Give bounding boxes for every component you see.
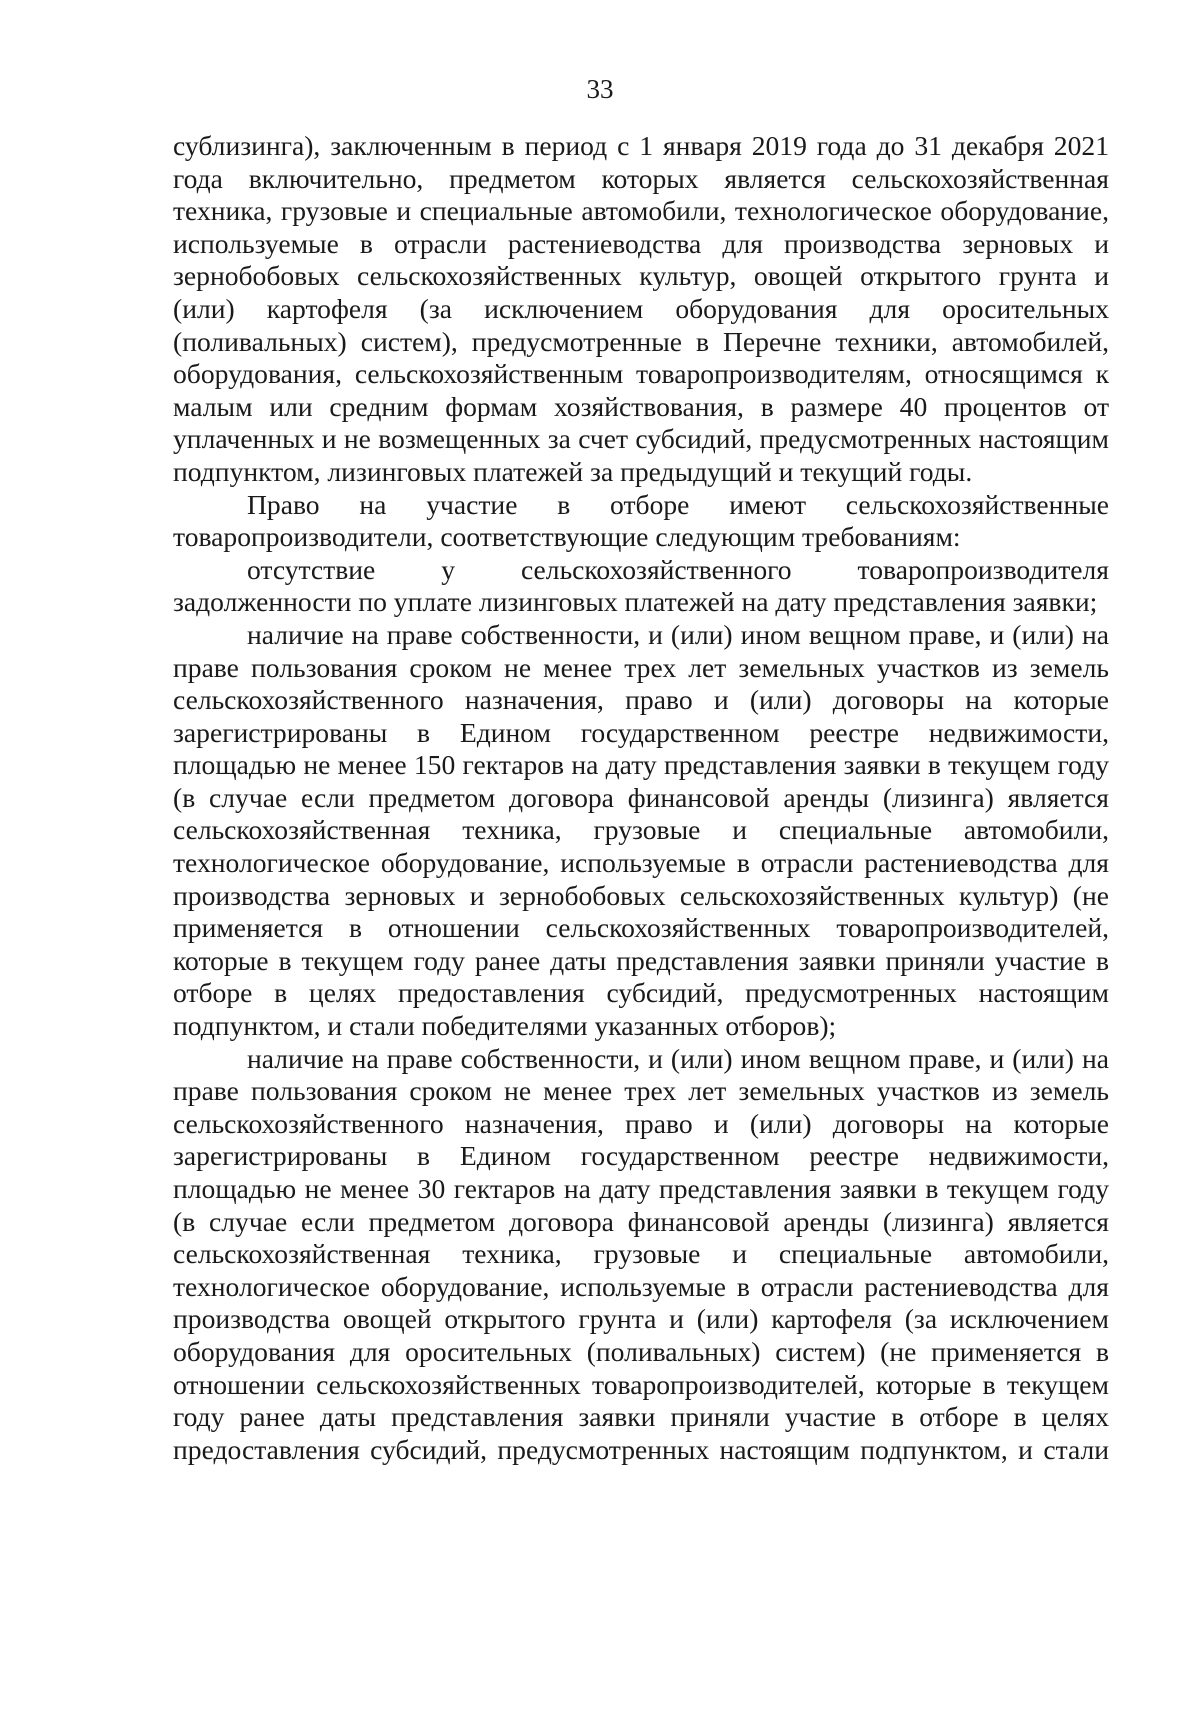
page-number: 33 xyxy=(586,74,614,104)
document-body xyxy=(173,130,1109,1466)
paragraph-right-to-participate: Право на участие в отборе имеют сельскохозяйственные товаропроизводители, соответствующие следующим требованиям: xyxy=(173,488,1109,553)
paragraph-continuation: сублизинга), заключенным в период с 1 января 2019 года до 31 декабря 2021 года включительно, предметом которых является сельскохозяйственная техника, грузовые и специальные автомобили, технологическое оборудование, используемые в отрасли растениеводства для производства зерновых и зернобобовых сельскохозяйственных культур, овощей открытого грунта и (или) картофеля (за исключением оборудования для оросительных (поливальных) систем), предусмотренные в Перечне техники, автомобилей, оборудования, сельскохозяйственным товаропроизводителям, относящимся к малым или средним формам хозяйствования, в размере 40 процентов от уплаченных и не возмещенных за счет субсидий, предусмотренных настоящим подпунктом, лизинговых платежей за предыдущий и текущий годы. xyxy=(173,130,1109,487)
paragraph-requirement-land-150: наличие на праве собственности, и (или) ином вещном праве, и (или) на праве пользования сроком не менее трех лет земельных участков из земель сельскохозяйственного назначения, право и (или) договоры на которые зарегистрированы в Едином государственном реестре недвижимости, площадью не менее 150 гектаров на дату представления заявки в текущем году (в случае если предметом договора финансовой аренды (лизинга) является сельскохозяйственная техника, грузовые и специальные автомобили, технологическое оборудование, используемые в отрасли растениеводства для производства зерновых и зернобобовых сельскохозяйственных культур) (не применяется в отношении сельскохозяйственных товаропроизводителей, которые в текущем году ранее даты представления заявки приняли участие в отборе в целях предоставления субсидий, предусмотренных настоящим подпунктом, и стали победителями указанных отборов); xyxy=(173,618,1109,1042)
paragraph-requirement-no-debt: отсутствие у сельскохозяйственного товаропроизводителя задолженности по уплате лизинговых платежей на дату представления заявки; xyxy=(173,553,1109,618)
paragraph-requirement-land-30: наличие на праве собственности, и (или) ином вещном праве, и (или) на праве пользования сроком не менее трех лет земельных участков из земель сельскохозяйственного назначения, право и (или) договоры на которые зарегистрированы в Едином государственном реестре недвижимости, площадью не менее 30 гектаров на дату представления заявки в текущем году (в случае если предметом договора финансовой аренды (лизинга) является сельскохозяйственная техника, грузовые и специальные автомобили, технологическое оборудование, используемые в отрасли растениеводства для производства овощей открытого грунта и (или) картофеля (за исключением оборудования для оросительных (поливальных) систем) (не применяется в отношении сельскохозяйственных товаропроизводителей, которые в текущем году ранее даты представления заявки приняли участие в отборе в целях предоставления субсидий, предусмотренных настоящим подпунктом, и стали xyxy=(173,1042,1109,1465)
